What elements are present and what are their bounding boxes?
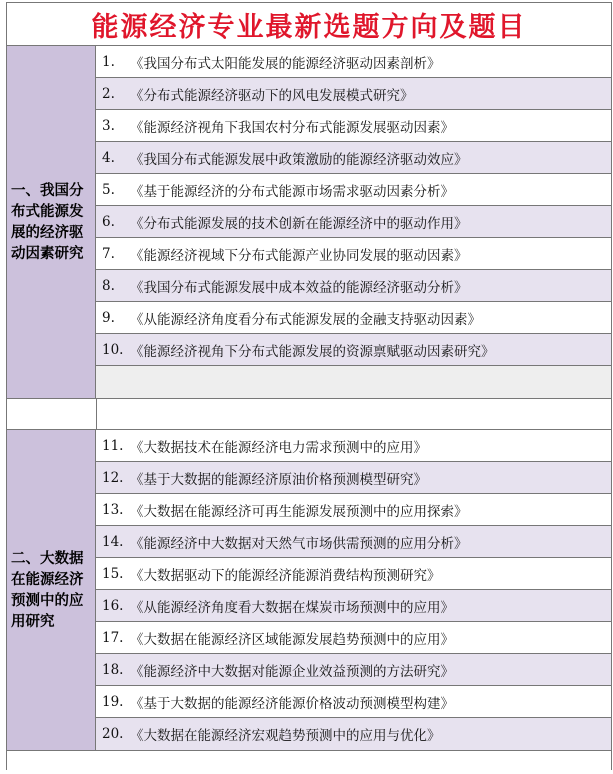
topic-table xyxy=(6,2,612,770)
topic-number: 19. xyxy=(102,693,124,710)
section-1 xyxy=(7,46,611,399)
section-1-rows xyxy=(96,46,611,398)
topic-title: 《大数据在能源经济区域能源发展趋势预测中的应用》 xyxy=(130,631,454,648)
section-1-label: 一、我国分布式能源发展的经济驱动因素研究 xyxy=(7,46,96,398)
topic-row xyxy=(96,494,611,526)
topic-row xyxy=(96,46,611,78)
page-title: 能源经济专业最新选题方向及题目 xyxy=(7,2,611,46)
topic-row xyxy=(96,206,611,238)
topic-number: 16. xyxy=(102,597,124,614)
topic-row xyxy=(96,590,611,622)
topic-title: 《我国分布式能源发展中政策激励的能源经济驱动效应》 xyxy=(130,151,468,168)
topic-row xyxy=(96,78,611,110)
topic-number: 1. xyxy=(102,53,115,70)
topic-title: 《基于大数据的能源经济能源价格波动预测模型构建》 xyxy=(130,695,454,712)
topic-row xyxy=(96,654,611,686)
topic-title: 《大数据在能源经济宏观趋势预测中的应用与优化》 xyxy=(130,728,441,744)
topic-title: 《能源经济中大数据对能源企业效益预测的方法研究》 xyxy=(130,663,454,680)
topic-title: 《大数据在能源经济可再生能源发展预测中的应用探索》 xyxy=(130,503,468,520)
topic-title: 《我国分布式能源发展中成本效益的能源经济驱动分析》 xyxy=(130,279,468,296)
topic-title: 《基于大数据的能源经济原油价格预测模型研究》 xyxy=(130,471,427,488)
section-2 xyxy=(7,430,611,751)
topic-number: 7. xyxy=(102,245,115,262)
topic-row xyxy=(96,622,611,654)
topic-row xyxy=(96,526,611,558)
topic-row xyxy=(96,238,611,270)
topic-row xyxy=(96,302,611,334)
topic-number: 9. xyxy=(102,309,115,326)
topic-number: 6. xyxy=(102,213,115,230)
topic-number: 2. xyxy=(102,85,115,102)
topic-number: 18. xyxy=(102,661,124,678)
topic-title: 《分布式能源经济驱动下的风电发展模式研究》 xyxy=(130,87,414,104)
section-2-label: 二、大数据在能源经济预测中的应用研究 xyxy=(7,430,96,750)
topic-row xyxy=(96,334,611,366)
topic-number: 11. xyxy=(102,437,124,454)
topic-row xyxy=(96,142,611,174)
topic-number: 3. xyxy=(102,117,115,134)
topic-title: 《从能源经济角度看大数据在煤炭市场预测中的应用》 xyxy=(130,599,454,616)
topic-number: 10. xyxy=(102,341,124,358)
topic-title: 《能源经济视角下我国农村分布式能源发展驱动因素》 xyxy=(130,119,454,136)
topic-title: 《能源经济视角下分布式能源发展的资源禀赋驱动因素研究》 xyxy=(130,343,495,360)
topic-number: 14. xyxy=(102,533,124,550)
topic-row xyxy=(96,110,611,142)
topic-row xyxy=(96,174,611,206)
topic-number: 8. xyxy=(102,277,115,294)
empty-row xyxy=(96,366,611,398)
topic-title: 《大数据技术在能源经济电力需求预测中的应用》 xyxy=(130,439,427,456)
topic-row xyxy=(96,686,611,718)
topic-row xyxy=(96,462,611,494)
topic-number: 13. xyxy=(102,501,124,518)
topic-number: 5. xyxy=(102,181,115,198)
topic-title: 《我国分布式太阳能发展的能源经济驱动因素剖析》 xyxy=(130,55,441,72)
topic-row xyxy=(96,558,611,590)
topic-title: 《能源经济视域下分布式能源产业协同发展的驱动因素》 xyxy=(130,247,468,264)
topic-title: 《大数据驱动下的能源经济能源消费结构预测研究》 xyxy=(130,567,441,584)
topic-row xyxy=(96,270,611,302)
topic-row xyxy=(96,718,611,750)
topic-number: 17. xyxy=(102,629,124,646)
spacer-label-cell xyxy=(7,399,97,429)
topic-row xyxy=(96,430,611,462)
spacer-row xyxy=(7,399,611,430)
topic-number: 4. xyxy=(102,149,115,166)
topic-title: 《能源经济中大数据对天然气市场供需预测的应用分析》 xyxy=(130,535,468,552)
topic-title: 《分布式能源发展的技术创新在能源经济中的驱动作用》 xyxy=(130,215,468,232)
topic-number: 12. xyxy=(102,469,124,486)
topic-number: 20. xyxy=(102,726,124,742)
topic-title: 《从能源经济角度看分布式能源发展的金融支持驱动因素》 xyxy=(130,311,481,328)
section-2-rows xyxy=(96,430,611,750)
topic-number: 15. xyxy=(102,565,124,582)
topic-title: 《基于能源经济的分布式能源市场需求驱动因素分析》 xyxy=(130,183,454,200)
